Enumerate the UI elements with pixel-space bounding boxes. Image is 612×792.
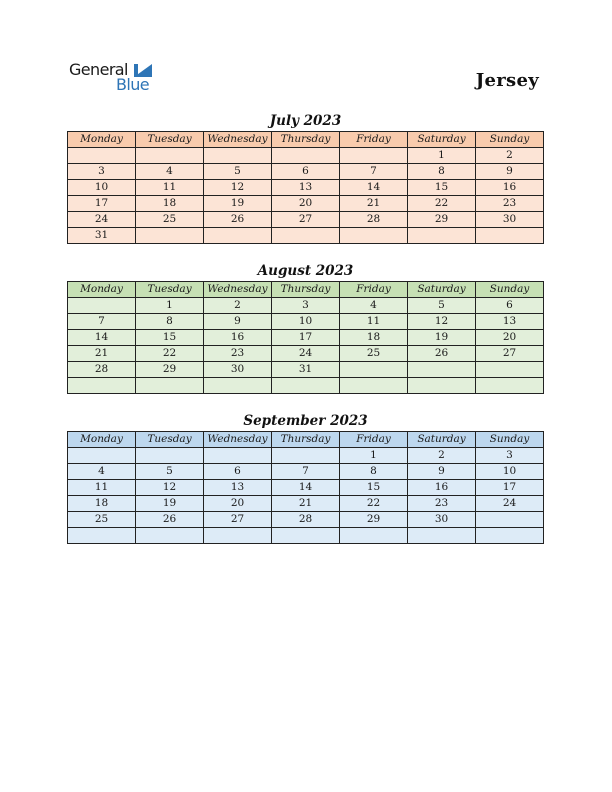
empty-day-cell — [204, 448, 272, 464]
day-cell: 28 — [272, 512, 340, 528]
week-row — [68, 480, 544, 496]
day-cell: 29 — [136, 362, 204, 378]
day-cell: 29 — [408, 212, 476, 228]
empty-day-cell — [136, 228, 204, 244]
weekday-header-saturday: Saturday — [408, 282, 476, 298]
week-row — [68, 314, 544, 330]
day-cell: 7 — [68, 314, 136, 330]
week-row — [68, 212, 544, 228]
empty-day-cell — [476, 228, 544, 244]
day-cell: 27 — [476, 346, 544, 362]
day-cell: 1 — [408, 148, 476, 164]
day-cell: 24 — [272, 346, 340, 362]
day-cell: 5 — [408, 298, 476, 314]
day-cell: 11 — [68, 480, 136, 496]
week-row — [68, 196, 544, 212]
day-cell: 26 — [204, 212, 272, 228]
weekday-header-thursday: Thursday — [272, 132, 340, 148]
day-cell: 15 — [136, 330, 204, 346]
empty-day-cell — [136, 378, 204, 394]
day-cell: 15 — [340, 480, 408, 496]
day-cell: 11 — [136, 180, 204, 196]
empty-day-cell — [272, 148, 340, 164]
empty-day-cell — [272, 448, 340, 464]
empty-day-cell — [476, 512, 544, 528]
day-cell: 31 — [272, 362, 340, 378]
empty-day-cell — [68, 528, 136, 544]
logo-word-general: General — [69, 60, 128, 79]
day-cell: 8 — [136, 314, 204, 330]
weekday-header-row — [68, 432, 544, 448]
weekday-header-tuesday: Tuesday — [136, 282, 204, 298]
month-title: September 2023 — [243, 413, 368, 429]
empty-day-cell — [272, 378, 340, 394]
day-cell: 16 — [204, 330, 272, 346]
calendar-table — [67, 431, 544, 544]
day-cell: 14 — [68, 330, 136, 346]
month-july — [67, 111, 544, 244]
weekday-header-sunday: Sunday — [476, 432, 544, 448]
empty-day-cell — [68, 148, 136, 164]
day-cell: 2 — [476, 148, 544, 164]
day-cell: 22 — [408, 196, 476, 212]
day-cell: 7 — [272, 464, 340, 480]
weekday-header-saturday: Saturday — [408, 132, 476, 148]
day-cell: 31 — [68, 228, 136, 244]
empty-day-cell — [476, 378, 544, 394]
day-cell: 29 — [340, 512, 408, 528]
day-cell: 8 — [408, 164, 476, 180]
weekday-header-thursday: Thursday — [272, 432, 340, 448]
day-cell: 19 — [408, 330, 476, 346]
empty-day-cell — [68, 448, 136, 464]
weekday-header-wednesday: Wednesday — [204, 132, 272, 148]
day-cell: 18 — [136, 196, 204, 212]
empty-day-cell — [340, 362, 408, 378]
week-row — [68, 346, 544, 362]
day-cell: 18 — [68, 496, 136, 512]
day-cell: 23 — [408, 496, 476, 512]
day-cell: 17 — [476, 480, 544, 496]
weekday-header-row — [68, 282, 544, 298]
month-september — [67, 411, 544, 544]
day-cell: 4 — [136, 164, 204, 180]
weekday-header-thursday: Thursday — [272, 282, 340, 298]
day-cell: 30 — [204, 362, 272, 378]
day-cell: 14 — [272, 480, 340, 496]
day-cell: 6 — [204, 464, 272, 480]
empty-day-cell — [68, 298, 136, 314]
weekday-header-friday: Friday — [340, 132, 408, 148]
day-cell: 16 — [476, 180, 544, 196]
weekday-header-wednesday: Wednesday — [204, 432, 272, 448]
weekday-header-row — [68, 132, 544, 148]
day-cell: 17 — [272, 330, 340, 346]
week-row — [68, 330, 544, 346]
day-cell: 24 — [68, 212, 136, 228]
day-cell: 20 — [476, 330, 544, 346]
day-cell: 20 — [204, 496, 272, 512]
weekday-header-friday: Friday — [340, 432, 408, 448]
empty-day-cell — [136, 448, 204, 464]
calendar-table — [67, 281, 544, 394]
week-row — [68, 298, 544, 314]
week-row — [68, 448, 544, 464]
day-cell: 30 — [408, 512, 476, 528]
weekday-header-monday: Monday — [68, 282, 136, 298]
calendar-table — [67, 131, 544, 244]
empty-day-cell — [136, 528, 204, 544]
day-cell: 6 — [272, 164, 340, 180]
day-cell: 22 — [340, 496, 408, 512]
day-cell: 14 — [340, 180, 408, 196]
day-cell: 3 — [272, 298, 340, 314]
country-title: Jersey — [475, 70, 539, 91]
day-cell: 25 — [68, 512, 136, 528]
week-row — [68, 378, 544, 394]
empty-day-cell — [136, 148, 204, 164]
day-cell: 19 — [204, 196, 272, 212]
month-august — [67, 261, 544, 394]
day-cell: 9 — [408, 464, 476, 480]
day-cell: 18 — [340, 330, 408, 346]
day-cell: 10 — [272, 314, 340, 330]
day-cell: 3 — [68, 164, 136, 180]
day-cell: 4 — [340, 298, 408, 314]
day-cell: 11 — [340, 314, 408, 330]
empty-day-cell — [408, 528, 476, 544]
empty-day-cell — [204, 378, 272, 394]
day-cell: 21 — [68, 346, 136, 362]
day-cell: 8 — [340, 464, 408, 480]
day-cell: 21 — [340, 196, 408, 212]
empty-day-cell — [68, 378, 136, 394]
empty-day-cell — [408, 228, 476, 244]
day-cell: 21 — [272, 496, 340, 512]
empty-day-cell — [204, 148, 272, 164]
empty-day-cell — [340, 228, 408, 244]
week-row — [68, 464, 544, 480]
weekday-header-tuesday: Tuesday — [136, 132, 204, 148]
weekday-header-saturday: Saturday — [408, 432, 476, 448]
day-cell: 22 — [136, 346, 204, 362]
day-cell: 24 — [476, 496, 544, 512]
weekday-header-monday: Monday — [68, 132, 136, 148]
week-row — [68, 362, 544, 378]
day-cell: 25 — [340, 346, 408, 362]
week-row — [68, 228, 544, 244]
day-cell: 23 — [204, 346, 272, 362]
weekday-header-friday: Friday — [340, 282, 408, 298]
day-cell: 16 — [408, 480, 476, 496]
day-cell: 27 — [272, 212, 340, 228]
month-title: August 2023 — [257, 263, 354, 279]
week-row — [68, 512, 544, 528]
weekday-header-monday: Monday — [68, 432, 136, 448]
week-row — [68, 528, 544, 544]
day-cell: 26 — [136, 512, 204, 528]
empty-day-cell — [204, 228, 272, 244]
day-cell: 28 — [68, 362, 136, 378]
day-cell: 10 — [68, 180, 136, 196]
weekday-header-tuesday: Tuesday — [136, 432, 204, 448]
day-cell: 13 — [272, 180, 340, 196]
logo-word-blue: Blue — [116, 75, 150, 94]
day-cell: 17 — [68, 196, 136, 212]
day-cell: 12 — [204, 180, 272, 196]
empty-day-cell — [340, 528, 408, 544]
day-cell: 20 — [272, 196, 340, 212]
week-row — [68, 180, 544, 196]
empty-day-cell — [476, 528, 544, 544]
weekday-header-sunday: Sunday — [476, 282, 544, 298]
week-row — [68, 148, 544, 164]
day-cell: 1 — [136, 298, 204, 314]
day-cell: 1 — [340, 448, 408, 464]
empty-day-cell — [272, 528, 340, 544]
general-blue-logo — [69, 61, 169, 97]
day-cell: 13 — [476, 314, 544, 330]
weekday-header-sunday: Sunday — [476, 132, 544, 148]
day-cell: 27 — [204, 512, 272, 528]
day-cell: 10 — [476, 464, 544, 480]
day-cell: 12 — [408, 314, 476, 330]
day-cell: 2 — [408, 448, 476, 464]
empty-day-cell — [272, 228, 340, 244]
day-cell: 7 — [340, 164, 408, 180]
day-cell: 6 — [476, 298, 544, 314]
empty-day-cell — [408, 378, 476, 394]
week-row — [68, 164, 544, 180]
empty-day-cell — [476, 362, 544, 378]
month-title: July 2023 — [269, 113, 342, 129]
day-cell: 2 — [204, 298, 272, 314]
day-cell: 26 — [408, 346, 476, 362]
day-cell: 19 — [136, 496, 204, 512]
day-cell: 23 — [476, 196, 544, 212]
day-cell: 3 — [476, 448, 544, 464]
day-cell: 25 — [136, 212, 204, 228]
day-cell: 30 — [476, 212, 544, 228]
weekday-header-wednesday: Wednesday — [204, 282, 272, 298]
day-cell: 13 — [204, 480, 272, 496]
day-cell: 5 — [136, 464, 204, 480]
empty-day-cell — [408, 362, 476, 378]
empty-day-cell — [204, 528, 272, 544]
day-cell: 12 — [136, 480, 204, 496]
day-cell: 9 — [476, 164, 544, 180]
week-row — [68, 496, 544, 512]
empty-day-cell — [340, 148, 408, 164]
day-cell: 5 — [204, 164, 272, 180]
day-cell: 15 — [408, 180, 476, 196]
day-cell: 28 — [340, 212, 408, 228]
day-cell: 4 — [68, 464, 136, 480]
empty-day-cell — [340, 378, 408, 394]
day-cell: 9 — [204, 314, 272, 330]
